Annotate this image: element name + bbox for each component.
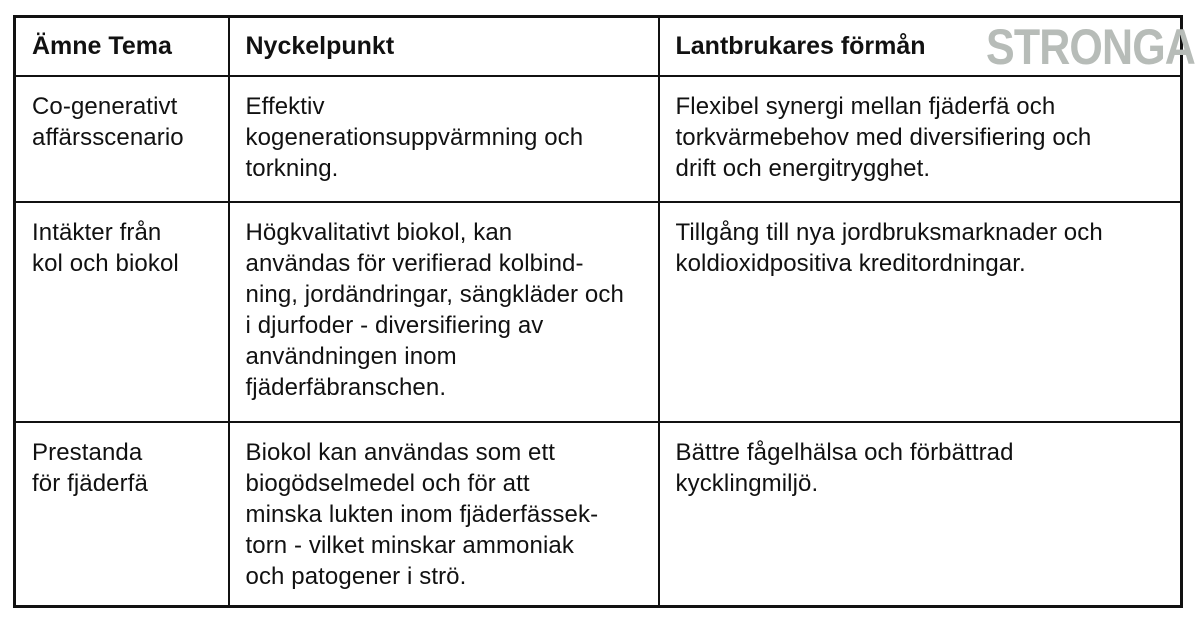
cell-line: Prestanda (32, 439, 143, 466)
topic-cell (15, 76, 229, 202)
cell-line: Effektiv (245, 93, 325, 120)
table-row (15, 76, 1182, 202)
table-row (15, 422, 1182, 607)
cell-line: ning, jordändringar, sängkläder och (245, 281, 624, 308)
cell-line: och patogener i strö. (245, 563, 467, 590)
cell-line: koldioxidpositiva kreditordningar. (675, 250, 1026, 277)
benefit-cell (659, 422, 1182, 607)
cell-line: affärsscenario (32, 124, 184, 151)
benefit-cell (659, 202, 1182, 422)
cell-line: torn - vilket minskar ammoniak (245, 532, 574, 559)
stronga-logo: STRONGA (986, 19, 1195, 75)
topic-cell (15, 422, 229, 607)
benefit-cell (659, 76, 1182, 202)
cell-line: Biokol kan användas som ett (245, 439, 556, 466)
cell-line: torkning. (245, 155, 339, 182)
table-row (15, 202, 1182, 422)
header-key-point: Nyckelpunkt (229, 17, 659, 77)
cell-line: användningen inom (245, 343, 457, 370)
cell-line: Intäkter från (32, 219, 162, 246)
cell-line: biogödselmedel och för att (245, 470, 530, 497)
key-point-cell (229, 76, 659, 202)
cell-line: drift och energitrygghet. (675, 155, 931, 182)
cell-line: Flexibel synergi mellan fjäderfä och (675, 93, 1056, 120)
cell-line: Högkvalitativt biokol, kan (245, 219, 513, 246)
cell-line: Bättre fågelhälsa och förbättrad (675, 439, 1014, 466)
header-topic: Ämne Tema (15, 17, 229, 77)
cell-line: i djurfoder - diversifiering av (245, 312, 544, 339)
cell-line: kogenerationsuppvärmning och (245, 124, 584, 151)
comparison-table (13, 15, 1183, 608)
topic-cell (15, 202, 229, 422)
cell-line: för fjäderfä (32, 470, 148, 497)
header-farmer-benefit: Lantbrukares förmån (659, 17, 1182, 77)
cell-line: kycklingmiljö. (675, 470, 819, 497)
key-point-cell (229, 202, 659, 422)
key-point-cell (229, 422, 659, 607)
cell-line: Tillgång till nya jordbruksmarknader och (675, 219, 1103, 246)
cell-line: torkvärmebehov med diversifiering och (675, 124, 1092, 151)
cell-line: minska lukten inom fjäderfässek- (245, 501, 599, 528)
cell-line: kol och biokol (32, 250, 179, 277)
cell-line: Co-generativt (32, 93, 178, 120)
cell-line: fjäderfäbranschen. (245, 374, 447, 401)
cell-line: användas för verifierad kolbind- (245, 250, 584, 277)
